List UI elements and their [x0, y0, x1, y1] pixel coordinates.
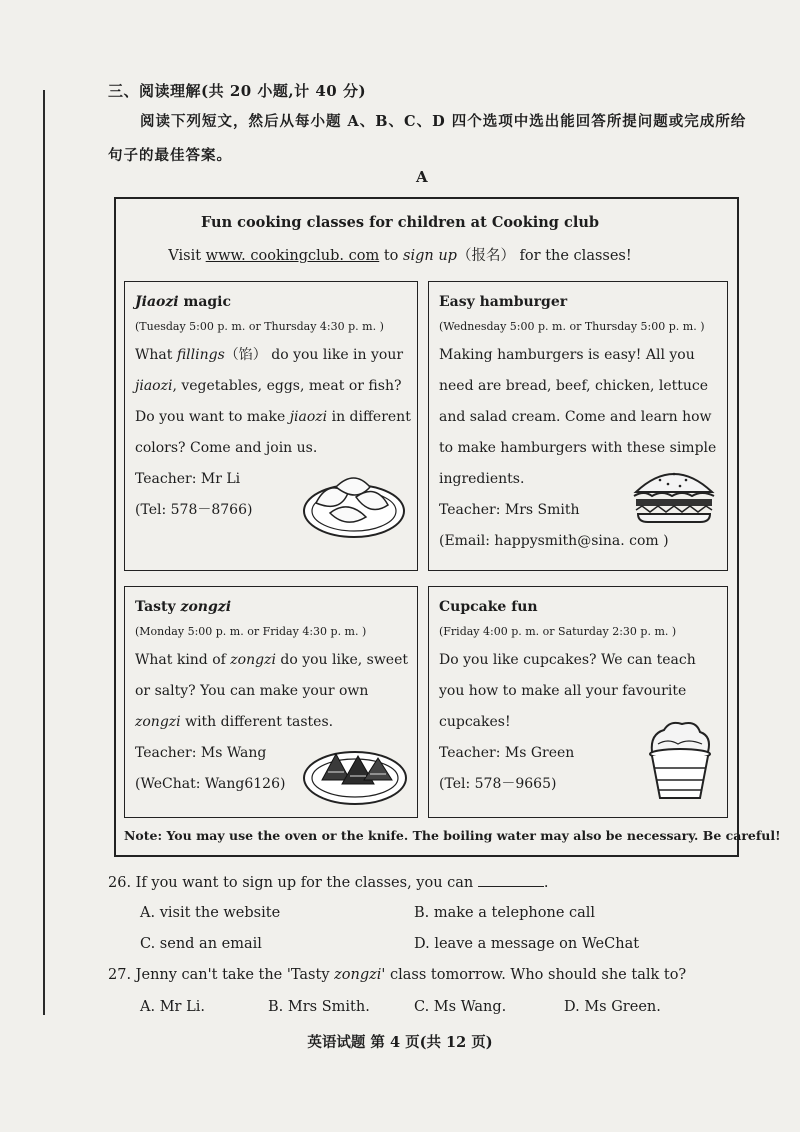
- visit-italic: sign up: [403, 248, 457, 264]
- card-schedule: (Tuesday 5:00 p. m. or Thursday 4:30 p. m. ): [135, 320, 384, 333]
- card-contact: (Tel: 578－8766): [135, 502, 253, 518]
- visit-mid: to: [379, 248, 404, 264]
- passage-label: A: [416, 168, 428, 186]
- card-text: colors? Come and join us.: [135, 440, 318, 456]
- q27-option-a[interactable]: A. Mr Li.: [140, 999, 205, 1015]
- card-schedule: (Friday 4:00 p. m. or Saturday 2:30 p. m. ): [439, 625, 677, 638]
- q26-option-c[interactable]: C. send an email: [140, 936, 262, 952]
- card-schedule: (Wednesday 5:00 p. m. or Thursday 5:00 p. m. ): [439, 320, 705, 333]
- card-text: zongzi with different tastes.: [135, 714, 334, 730]
- card-text: What kind of zongzi do you like, sweet: [135, 652, 409, 668]
- card-teacher: Teacher: Ms Wang: [135, 745, 267, 761]
- q26-option-a[interactable]: A. visit the website: [140, 905, 281, 921]
- card-text: or salty? You can make your own: [135, 683, 369, 699]
- advert-note: Note: You may use the oven or the knife. The boiling water may also be necessary. Be careful!: [124, 828, 781, 843]
- advert-title: Fun cooking classes for children at Cooking club: [200, 214, 600, 231]
- advert-visit-line: [0, 244, 800, 265]
- q26-option-d[interactable]: D. leave a message on WeChat: [414, 936, 640, 952]
- q27-option-c[interactable]: C. Ms Wang.: [414, 999, 507, 1015]
- card-schedule: (Monday 5:00 p. m. or Friday 4:30 p. m. ): [135, 625, 367, 638]
- visit-suffix: （报名） for the classes!: [456, 248, 632, 264]
- cupcake-icon: [644, 718, 716, 802]
- instruction-line-2: 句子的最佳答案。: [108, 147, 232, 164]
- card-teacher: Teacher: Ms Green: [439, 745, 575, 761]
- card-title: Tasty zongzi: [135, 599, 232, 615]
- visit-url-link[interactable]: www. cookingclub. com: [205, 248, 380, 264]
- page-footer: 英语试题 第 4 页(共 12 页): [307, 1034, 493, 1051]
- card-text: to make hamburgers with these simple: [439, 440, 717, 456]
- q27-option-d[interactable]: D. Ms Green.: [564, 999, 661, 1015]
- card-text: and salad cream. Come and learn how: [439, 409, 712, 425]
- card-text: you how to make all your favourite: [439, 683, 687, 699]
- question-27-stem: 27. Jenny can't take the 'Tasty zongzi' class tomorrow. Who should she talk to?: [108, 967, 687, 983]
- card-text: need are bread, beef, chicken, lettuce: [439, 378, 709, 394]
- card-text: Making hamburgers is easy! All you: [439, 347, 695, 363]
- card-teacher: Teacher: Mrs Smith: [439, 502, 580, 518]
- card-text: ingredients.: [439, 471, 525, 487]
- card-text: cupcakes!: [439, 714, 511, 730]
- question-26-stem: 26. If you want to sign up for the classes, you can .: [108, 875, 549, 891]
- q26-option-b[interactable]: B. make a telephone call: [414, 905, 596, 921]
- card-teacher: Teacher: Mr Li: [135, 471, 241, 487]
- card-title: Cupcake fun: [439, 599, 538, 615]
- card-text: jiaozi, vegetables, eggs, meat or fish?: [135, 378, 402, 394]
- instruction-line-1: 阅读下列短文，然后从每小题 A、B、C、D 四个选项中选出能回答所提问题或完成所给: [140, 113, 747, 130]
- card-text: Do you like cupcakes? We can teach: [439, 652, 696, 668]
- card-title: Jiaozi magic: [135, 294, 232, 310]
- card-title: Easy hamburger: [439, 294, 568, 310]
- zongzi-plate-icon: [300, 740, 410, 808]
- q27-option-b[interactable]: B. Mrs Smith.: [268, 999, 370, 1015]
- card-text: What fillings（馅） do you like in your: [135, 347, 404, 363]
- answer-blank: [478, 874, 544, 887]
- hamburger-icon: [630, 462, 718, 526]
- card-text: Do you want to make jiaozi in different: [135, 409, 411, 425]
- card-contact: (WeChat: Wang6126): [135, 776, 286, 792]
- card-easy-hamburger: [428, 281, 728, 571]
- section-title: 三、阅读理解(共 20 小题,计 40 分): [108, 82, 367, 100]
- jiaozi-plate-icon: [300, 463, 408, 541]
- visit-prefix: Visit: [168, 248, 206, 264]
- card-contact: (Email: happysmith@sina. com ): [439, 533, 669, 549]
- card-contact: (Tel: 578－9665): [439, 776, 557, 792]
